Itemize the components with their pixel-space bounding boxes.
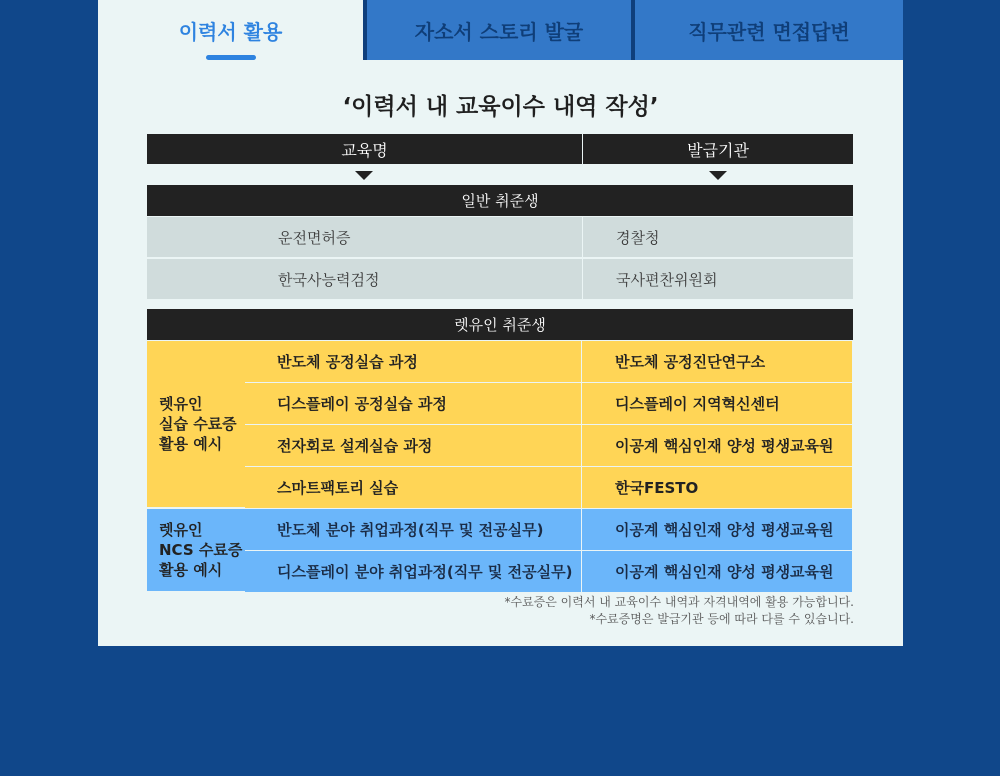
active-tab-indicator [206,55,256,60]
tab-resume[interactable] [98,0,363,60]
tab-cover-letter[interactable] [363,0,631,60]
down-arrow-icon [355,171,373,180]
tab-label: 이력서 활용 [178,19,283,44]
table-row [245,383,853,424]
tab-interview[interactable] [631,0,903,60]
course-cell: 디스플레이 공정실습 과정 [245,383,581,424]
issuer-cell: 반도체 공정진단연구소 [582,341,852,382]
table-row [147,217,853,257]
issuer-cell: 디스플레이 지역혁신센터 [582,383,852,424]
issuer-cell: 한국FESTO [582,467,852,508]
table-row [245,467,853,508]
course-cell: 디스플레이 분야 취업과정(직무 및 전공실무) [245,551,581,592]
course-cell: 전자회로 설계실습 과정 [245,425,581,466]
issuer-cell: 이공계 핵심인재 양성 평생교육원 [582,551,852,592]
tab-label: 직무관련 면접답변 [688,19,850,44]
course-cell: 반도체 공정실습 과정 [245,341,581,382]
footnote: *수료증은 이력서 내 교육이수 내역과 자격내역에 활용 가능합니다. [504,595,854,609]
content-panel [98,0,903,646]
table-row [245,425,853,466]
practice-certificate-group-label: 렛유인 실습 수료증 활용 예시 [147,341,245,507]
column-header-issuer: 발급기관 [583,134,853,164]
course-cell: 한국사능력검정 [147,259,582,299]
tab-bar [98,0,903,60]
column-header-course: 교육명 [147,134,582,164]
ncs-certificate-group-label: 렛유인 NCS 수료증 활용 예시 [147,509,245,591]
table-row [245,341,853,382]
letsuin-applicants-header: 렛유인 취준생 [147,309,853,340]
table-row [147,259,853,299]
tab-label: 자소서 스토리 발굴 [414,19,584,44]
issuer-cell: 국사편찬위원회 [583,259,853,299]
issuer-cell: 이공계 핵심인재 양성 평생교육원 [582,425,852,466]
issuer-cell: 이공계 핵심인재 양성 평생교육원 [582,509,852,550]
footnotes [504,594,854,628]
table-row [245,551,853,592]
course-cell: 스마트팩토리 실습 [245,467,581,508]
general-applicants-header: 일반 취준생 [147,185,853,216]
issuer-cell: 경찰청 [583,217,853,257]
footnote: *수료증명은 발급기관 등에 따라 다를 수 있습니다. [589,612,854,626]
table-row [245,509,853,550]
section-title: ‘이력서 내 교육이수 내역 작성’ [342,94,659,120]
course-cell: 운전면허증 [147,217,582,257]
course-cell: 반도체 분야 취업과정(직무 및 전공실무) [245,509,581,550]
down-arrow-icon [709,171,727,180]
